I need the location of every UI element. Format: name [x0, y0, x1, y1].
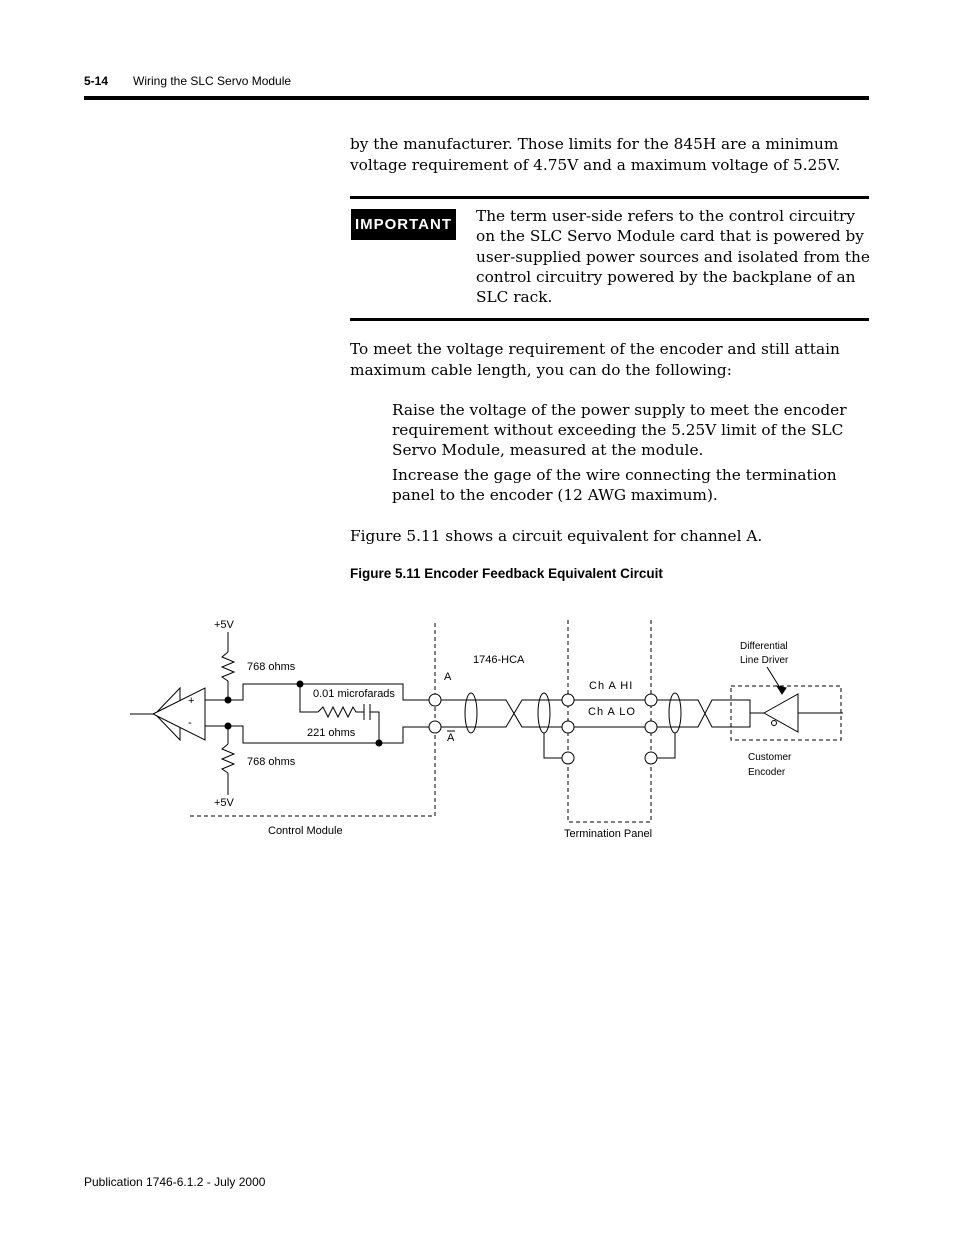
terminal-ch-a-hi [562, 694, 574, 706]
label-ch-a-hi: Ch A HI [589, 680, 634, 692]
terminal-out-shield [645, 752, 657, 764]
label-ch-a-lo: Ch A LO [588, 706, 636, 718]
terminal-ch-a-lo [562, 721, 574, 733]
label-control-module: Control Module [268, 825, 343, 837]
terminal-out-hi [645, 694, 657, 706]
paragraph-figure-ref: Figure 5.11 shows a circuit equivalent for channel A. [350, 527, 763, 545]
paragraph-voltage-requirement: To meet the voltage requirement of the encoder and still attain maximum cable length, you can do the following: [350, 340, 840, 379]
footer-publication: Publication 1746-6.1.2 - July 2000 [84, 1175, 266, 1189]
label-a: A [444, 671, 452, 683]
label-customer-2: Encoder [748, 767, 786, 778]
terminal-shield [562, 752, 574, 764]
label-capacitor: 0.01 microfarads [313, 688, 395, 700]
label-customer-1: Customer [748, 752, 792, 763]
label-termination-panel: Termination Panel [564, 828, 653, 840]
important-text: The term user-side refers to the control circuitry on the SLC Servo Module card that is powered by user-supplied power sources and isolated from the control circuitry powered by the backplane of an SLC rack. [476, 207, 870, 307]
label-cable: 1746-HCA [473, 654, 525, 666]
section-title: Wiring the SLC Servo Module [133, 74, 292, 88]
line-driver-triangle [764, 694, 798, 732]
important-badge: IMPORTANT [351, 209, 456, 240]
label-plus: + [188, 695, 195, 707]
page-number: 5-14 [84, 74, 109, 88]
control-module-boundary [190, 620, 435, 816]
label-r-top: 768 ohms [247, 661, 296, 673]
label-r-bottom: 768 ohms [247, 756, 296, 768]
terminal-out-lo [645, 721, 657, 733]
bullet-raise-voltage: Raise the voltage of the power supply to meet the encoder requirement without exceeding the 5.25V limit of the SLC Servo Module, measured at the module. [392, 401, 847, 459]
label-r-mid: 221 ohms [307, 727, 356, 739]
label-diff-driver-2: Line Driver [740, 655, 789, 666]
label-minus: - [188, 717, 192, 729]
label-plus5v-top: +5V [214, 619, 234, 631]
bullet-increase-gage: Increase the gage of the wire connecting the termination panel to the encoder (12 AWG maximum). [392, 466, 837, 504]
terminal-a-bar [429, 721, 441, 733]
paragraph-voltage-limits: by the manufacturer. Those limits for the 845H are a minimum voltage requirement of 4.75V and a maximum voltage of 5.25V. [350, 135, 841, 174]
label-plus5v-bottom: +5V [214, 797, 234, 809]
label-diff-driver-1: Differential [740, 641, 788, 652]
figure-caption: Figure 5.11 Encoder Feedback Equivalent Circuit [350, 566, 663, 581]
terminal-a [429, 694, 441, 706]
termination-panel-boundary [568, 620, 651, 822]
label-a-bar: A [447, 732, 455, 744]
